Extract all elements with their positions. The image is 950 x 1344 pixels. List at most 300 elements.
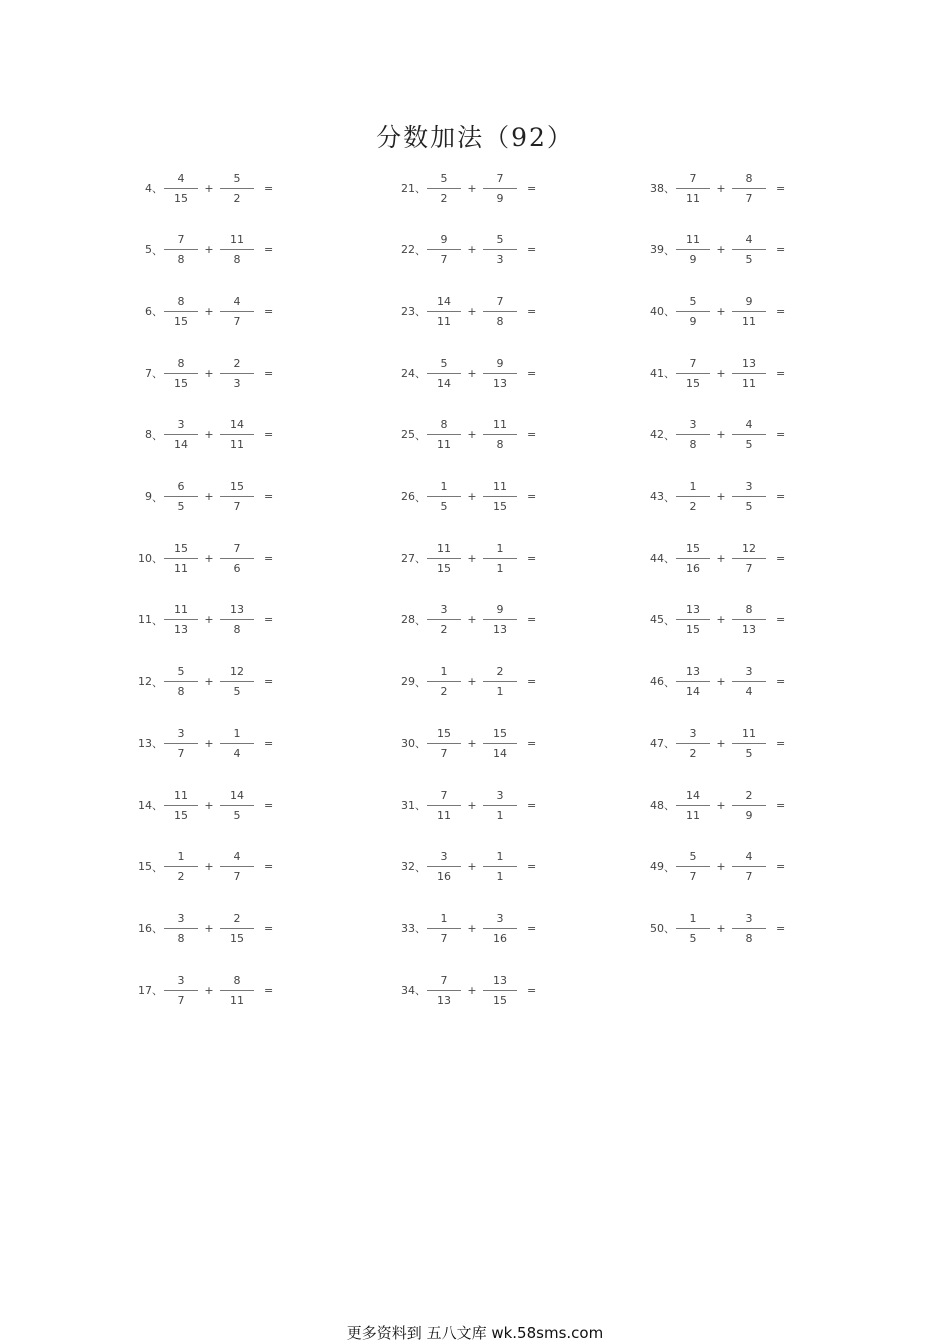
problem-number: 38 [650, 181, 664, 195]
denominator: 15 [493, 993, 507, 1007]
page-title: 分数加法（92） [376, 123, 574, 152]
numerator: 11 [174, 603, 188, 617]
plus-sign: + [204, 366, 214, 380]
denominator: 14 [493, 746, 507, 760]
fraction-a [164, 479, 198, 514]
denominator: 14 [174, 438, 188, 452]
denominator: 5 [177, 500, 185, 513]
numerator: 1 [440, 911, 448, 925]
problem-number: 26 [401, 490, 415, 503]
fraction-bar [220, 805, 254, 806]
number-separator: 、 [415, 490, 426, 504]
problem-row [385, 289, 645, 333]
number-separator: 、 [415, 305, 426, 319]
problem-number: 23 [401, 304, 415, 318]
plus-sign: + [467, 736, 477, 750]
numerator: 5 [440, 171, 448, 185]
fraction-b [732, 849, 766, 884]
plus-sign: + [716, 181, 726, 195]
numerator: 7 [689, 356, 697, 370]
fraction-a [676, 911, 710, 946]
fraction-bar [220, 373, 254, 374]
plus-sign: + [204, 860, 214, 874]
denominator: 11 [230, 438, 244, 452]
numerator: 9 [745, 294, 753, 308]
numerator: 3 [745, 480, 753, 493]
fraction-b [732, 356, 766, 391]
fraction-bar [732, 188, 766, 189]
problem-row [634, 475, 894, 519]
equals-sign: = [527, 366, 537, 380]
denominator: 5 [440, 500, 448, 513]
problem-number: 12 [138, 675, 152, 689]
plus-sign: + [467, 428, 477, 442]
numerator: 8 [177, 356, 185, 370]
fraction-a [164, 356, 198, 391]
problem-row [385, 721, 645, 765]
problem-row [122, 413, 382, 457]
number-separator: 、 [664, 860, 675, 874]
fraction-bar [220, 928, 254, 929]
problem-number: 47 [650, 736, 664, 750]
denominator: 15 [493, 500, 507, 513]
numerator: 3 [689, 726, 697, 740]
denominator: 1 [496, 870, 504, 884]
fraction-bar [732, 866, 766, 867]
fraction-b [732, 479, 766, 514]
problem-row [385, 475, 645, 519]
fraction-a [676, 849, 710, 884]
fraction-bar [483, 558, 517, 559]
equals-sign: = [264, 983, 274, 997]
numerator: 14 [686, 788, 700, 802]
fraction-a [427, 171, 461, 206]
equals-sign: = [776, 366, 786, 380]
plus-sign: + [716, 428, 726, 442]
numerator: 4 [745, 418, 753, 432]
fraction-b [483, 788, 517, 823]
numerator: 5 [689, 294, 697, 308]
fraction-bar [427, 373, 461, 374]
denominator: 7 [745, 870, 753, 884]
fraction-a [427, 356, 461, 391]
fraction-a [427, 788, 461, 823]
equals-sign: = [527, 613, 537, 627]
plus-sign: + [204, 551, 214, 565]
numerator: 15 [493, 726, 507, 740]
fraction-a [164, 417, 198, 452]
denominator: 4 [745, 685, 753, 699]
fraction-a [164, 664, 198, 699]
equals-sign: = [527, 181, 537, 195]
number-separator: 、 [152, 367, 163, 381]
denominator: 8 [177, 685, 185, 699]
numerator: 9 [496, 603, 504, 617]
equals-sign: = [264, 366, 274, 380]
fraction-a [164, 232, 198, 267]
problem-number: 22 [401, 243, 415, 257]
fraction-a [427, 602, 461, 637]
number-separator: 、 [152, 922, 163, 936]
equals-sign: = [527, 860, 537, 874]
equals-sign: = [264, 304, 274, 318]
denominator: 9 [496, 191, 504, 205]
equals-sign: = [776, 304, 786, 318]
problem-number: 32 [401, 860, 415, 874]
problem-number: 50 [650, 921, 664, 935]
problem-row [385, 413, 645, 457]
problem-row [122, 660, 382, 704]
fraction-b [483, 479, 517, 514]
denominator: 5 [745, 438, 753, 452]
fraction-a [427, 479, 461, 514]
fraction-a [427, 664, 461, 699]
equals-sign: = [776, 736, 786, 750]
fraction-bar [164, 188, 198, 189]
fraction-bar [220, 619, 254, 620]
denominator: 16 [493, 931, 507, 945]
denominator: 2 [233, 191, 241, 205]
numerator: 1 [496, 850, 504, 864]
denominator: 7 [233, 314, 241, 328]
denominator: 8 [177, 931, 185, 945]
numerator: 4 [745, 850, 753, 864]
equals-sign: = [776, 675, 786, 689]
number-separator: 、 [152, 675, 163, 689]
number-separator: 、 [415, 675, 426, 689]
number-separator: 、 [664, 243, 675, 257]
plus-sign: + [467, 243, 477, 257]
fraction-bar [164, 496, 198, 497]
numerator: 3 [177, 973, 185, 987]
plus-sign: + [204, 983, 214, 997]
equals-sign: = [527, 490, 537, 503]
problem-row [634, 289, 894, 333]
fraction-b [220, 726, 254, 761]
fraction-bar [732, 373, 766, 374]
number-separator: 、 [415, 243, 426, 257]
problem-row [634, 845, 894, 889]
problem-row [122, 968, 382, 1012]
fraction-b [732, 417, 766, 452]
numerator: 4 [233, 850, 241, 864]
fraction-bar [483, 373, 517, 374]
denominator: 2 [440, 191, 448, 205]
denominator: 15 [174, 314, 188, 328]
plus-sign: + [467, 304, 477, 318]
problem-number: 9 [145, 490, 152, 503]
denominator: 9 [689, 253, 697, 267]
plus-sign: + [716, 366, 726, 380]
fraction-bar [220, 681, 254, 682]
fraction-bar [676, 928, 710, 929]
fraction-b [220, 602, 254, 637]
number-separator: 、 [152, 860, 163, 874]
equals-sign: = [776, 490, 786, 503]
fraction-b [732, 911, 766, 946]
plus-sign: + [716, 613, 726, 627]
denominator: 11 [742, 376, 756, 390]
numerator: 8 [440, 418, 448, 432]
number-separator: 、 [415, 799, 426, 812]
fraction-b [732, 664, 766, 699]
fraction-bar [427, 928, 461, 929]
numerator: 5 [233, 171, 241, 185]
numerator: 13 [686, 665, 700, 679]
fraction-a [427, 417, 461, 452]
denominator: 8 [233, 253, 241, 267]
problem-row [122, 721, 382, 765]
fraction-bar [483, 681, 517, 682]
fraction-bar [427, 619, 461, 620]
numerator: 12 [742, 541, 756, 555]
fraction-bar [427, 866, 461, 867]
problem-row [634, 783, 894, 827]
numerator: 8 [177, 294, 185, 308]
problem-number: 13 [138, 736, 152, 750]
equals-sign: = [264, 921, 274, 935]
problem-row [122, 166, 382, 210]
equals-sign: = [264, 551, 274, 565]
fraction-bar [676, 188, 710, 189]
number-separator: 、 [415, 428, 426, 442]
fraction-bar [220, 311, 254, 312]
denominator: 3 [496, 253, 504, 267]
fraction-b [732, 788, 766, 823]
fraction-bar [164, 558, 198, 559]
fraction-bar [732, 496, 766, 497]
fraction-bar [483, 311, 517, 312]
numerator: 5 [496, 233, 504, 247]
fraction-bar [676, 373, 710, 374]
fraction-a [676, 232, 710, 267]
equals-sign: = [776, 243, 786, 257]
denominator: 7 [689, 870, 697, 884]
denominator: 2 [440, 623, 448, 637]
problem-row [122, 845, 382, 889]
equals-sign: = [527, 983, 537, 997]
number-separator: 、 [664, 367, 675, 381]
numerator: 7 [440, 788, 448, 802]
fraction-a [676, 479, 710, 514]
numerator: 11 [437, 541, 451, 555]
plus-sign: + [204, 243, 214, 257]
denominator: 13 [437, 993, 451, 1007]
denominator: 7 [440, 746, 448, 760]
numerator: 13 [686, 603, 700, 617]
equals-sign: = [264, 675, 274, 689]
fraction-bar [164, 681, 198, 682]
denominator: 7 [177, 993, 185, 1007]
numerator: 15 [174, 541, 188, 555]
fraction-bar [483, 805, 517, 806]
denominator: 7 [177, 746, 185, 760]
number-separator: 、 [664, 182, 675, 195]
numerator: 8 [745, 603, 753, 617]
problem-row [634, 660, 894, 704]
problem-number: 33 [401, 921, 415, 935]
numerator: 1 [177, 850, 185, 864]
fraction-b [483, 664, 517, 699]
numerator: 7 [177, 233, 185, 247]
fraction-b [483, 356, 517, 391]
numerator: 14 [230, 418, 244, 432]
numerator: 1 [496, 541, 504, 555]
denominator: 8 [233, 623, 241, 637]
fraction-b [732, 294, 766, 329]
denominator: 7 [745, 561, 753, 575]
fraction-bar [676, 558, 710, 559]
fraction-bar [164, 249, 198, 250]
number-separator: 、 [664, 552, 675, 566]
fraction-a [676, 417, 710, 452]
plus-sign: + [467, 490, 477, 503]
numerator: 3 [689, 418, 697, 432]
numerator: 13 [493, 973, 507, 987]
fraction-a [427, 541, 461, 576]
fraction-bar [732, 558, 766, 559]
equals-sign: = [264, 613, 274, 627]
fraction-a [164, 541, 198, 576]
problem-number: 14 [138, 798, 152, 812]
numerator: 8 [233, 973, 241, 987]
denominator: 5 [745, 746, 753, 760]
equals-sign: = [527, 551, 537, 565]
numerator: 15 [230, 480, 244, 493]
fraction-b [220, 356, 254, 391]
numerator: 6 [177, 480, 185, 493]
number-separator: 、 [152, 613, 163, 627]
problem-row [634, 721, 894, 765]
numerator: 5 [440, 356, 448, 370]
fraction-a [676, 356, 710, 391]
number-separator: 、 [415, 737, 426, 751]
fraction-a [427, 232, 461, 267]
plus-sign: + [204, 921, 214, 935]
plus-sign: + [467, 983, 477, 997]
number-separator: 、 [415, 367, 426, 381]
plus-sign: + [716, 490, 726, 503]
plus-sign: + [467, 860, 477, 874]
fraction-b [220, 849, 254, 884]
equals-sign: = [776, 860, 786, 874]
plus-sign: + [204, 675, 214, 689]
fraction-a [676, 664, 710, 699]
fraction-b [220, 171, 254, 206]
numerator: 11 [742, 726, 756, 740]
problem-row [634, 166, 894, 210]
fraction-b [220, 541, 254, 576]
fraction-bar [483, 866, 517, 867]
fraction-bar [220, 558, 254, 559]
fraction-b [483, 849, 517, 884]
problem-row [122, 475, 382, 519]
fraction-bar [483, 928, 517, 929]
fraction-a [676, 541, 710, 576]
fraction-bar [676, 866, 710, 867]
problem-number: 10 [138, 551, 152, 565]
fraction-bar [732, 434, 766, 435]
denominator: 11 [742, 314, 756, 328]
numerator: 12 [230, 665, 244, 679]
problem-number: 41 [650, 366, 664, 380]
denominator: 11 [437, 314, 451, 328]
numerator: 11 [230, 233, 244, 247]
fraction-a [427, 911, 461, 946]
number-separator: 、 [415, 922, 426, 936]
fraction-bar [220, 990, 254, 991]
fraction-bar [732, 681, 766, 682]
fraction-bar [164, 928, 198, 929]
problem-number: 27 [401, 551, 415, 565]
numerator: 5 [689, 850, 697, 864]
fraction-bar [732, 805, 766, 806]
plus-sign: + [467, 921, 477, 935]
numerator: 3 [177, 418, 185, 432]
plus-sign: + [204, 736, 214, 750]
denominator: 9 [689, 314, 697, 328]
plus-sign: + [716, 736, 726, 750]
numerator: 3 [440, 603, 448, 617]
fraction-bar [427, 743, 461, 744]
equals-sign: = [527, 736, 537, 750]
fraction-bar [483, 249, 517, 250]
numerator: 3 [177, 726, 185, 740]
denominator: 7 [440, 931, 448, 945]
footer-text: 更多资料到 五八文库 wk.58sms.com [346, 1324, 604, 1342]
problem-row [122, 906, 382, 950]
plus-sign: + [204, 798, 214, 812]
problem-number: 45 [650, 613, 664, 627]
plus-sign: + [716, 860, 726, 874]
numerator: 7 [440, 973, 448, 987]
numerator: 9 [440, 233, 448, 247]
problem-row [385, 351, 645, 395]
fraction-bar [483, 990, 517, 991]
problem-row [122, 598, 382, 642]
plus-sign: + [716, 921, 726, 935]
fraction-a [676, 171, 710, 206]
denominator: 5 [233, 685, 241, 699]
denominator: 7 [233, 870, 241, 884]
problem-number: 48 [650, 798, 664, 812]
denominator: 8 [689, 438, 697, 452]
denominator: 9 [745, 808, 753, 822]
fraction-a [164, 911, 198, 946]
fraction-bar [676, 311, 710, 312]
fraction-bar [676, 496, 710, 497]
equals-sign: = [527, 428, 537, 442]
problem-row [122, 351, 382, 395]
numerator: 1 [689, 911, 697, 925]
numerator: 1 [233, 726, 241, 740]
number-separator: 、 [664, 613, 675, 627]
problem-number: 49 [650, 860, 664, 874]
equals-sign: = [264, 490, 274, 503]
numerator: 14 [230, 788, 244, 802]
fraction-bar [427, 558, 461, 559]
fraction-a [427, 849, 461, 884]
denominator: 3 [233, 376, 241, 390]
fraction-bar [220, 188, 254, 189]
fraction-bar [732, 743, 766, 744]
number-separator: 、 [664, 490, 675, 504]
fraction-bar [164, 619, 198, 620]
fraction-a [164, 726, 198, 761]
fraction-b [732, 602, 766, 637]
denominator: 11 [437, 438, 451, 452]
denominator: 14 [437, 376, 451, 390]
